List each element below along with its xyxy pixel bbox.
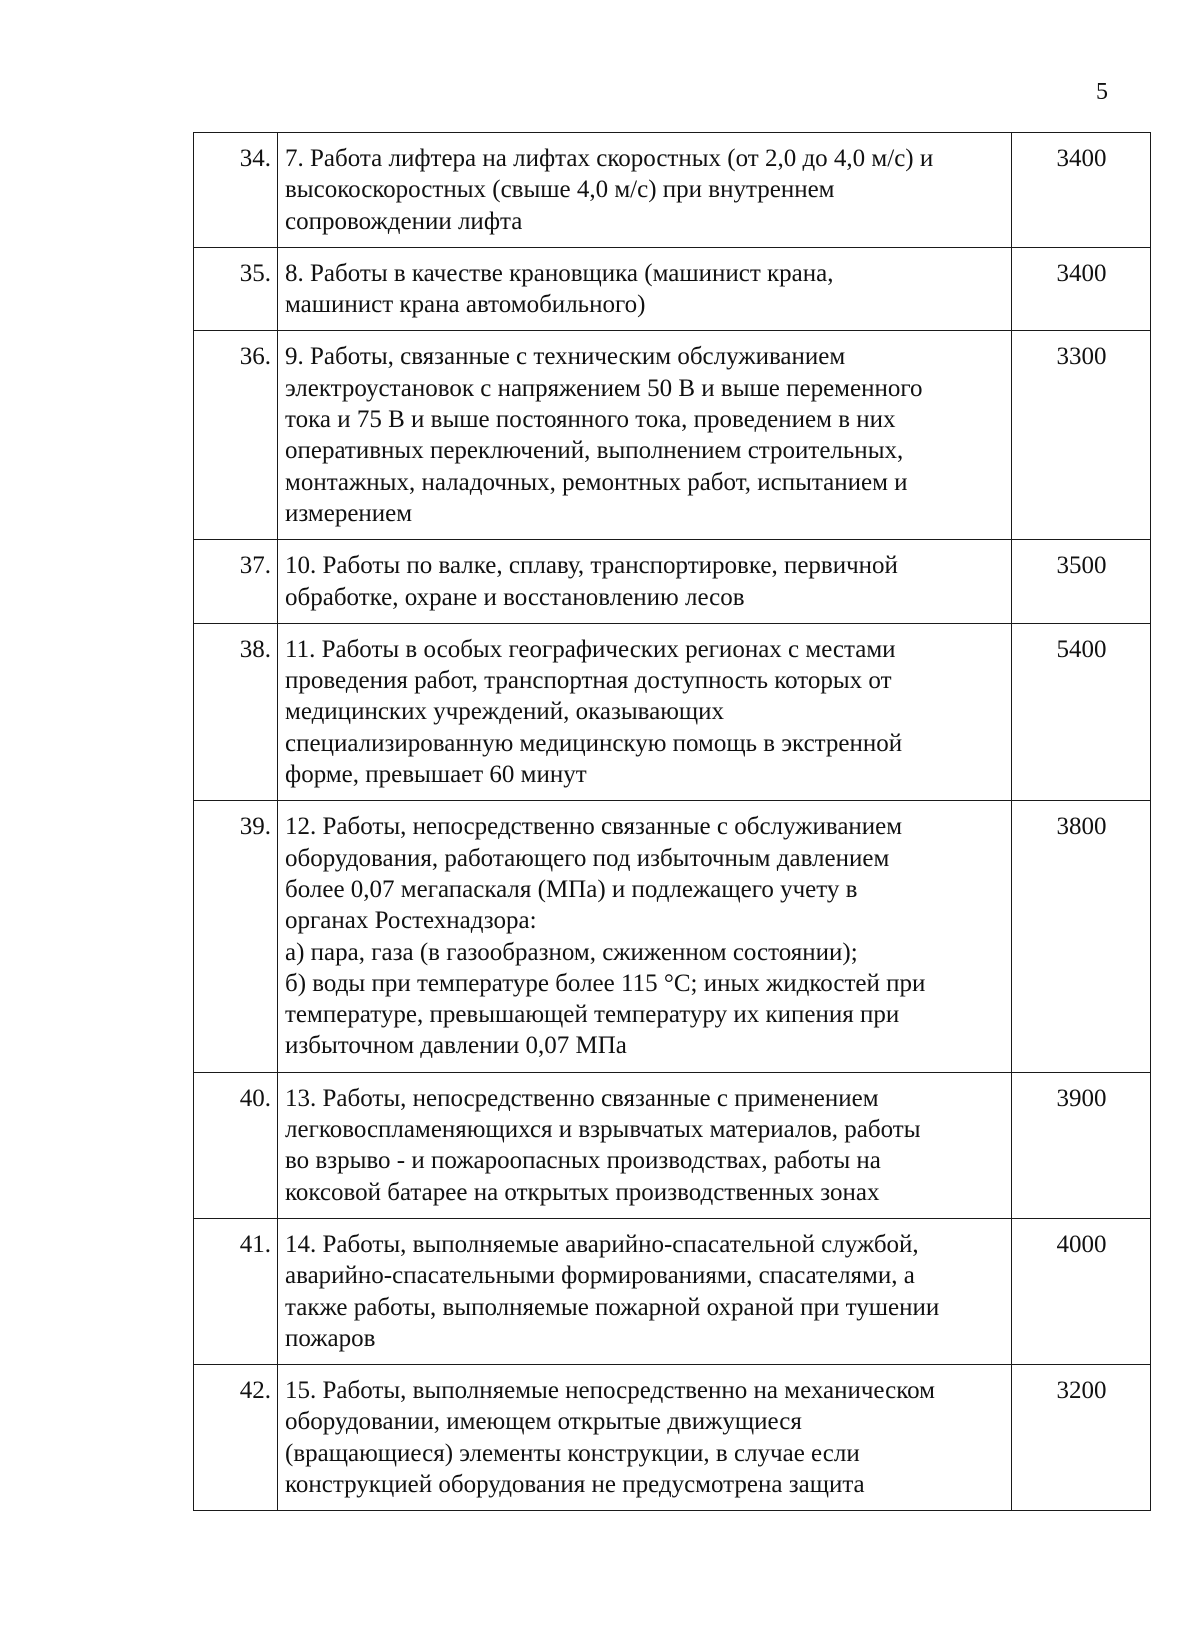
row-description: 11. Работы в особых географических регионах с местами проведения работ, транспортная доступность которых от медицинских учреждений, оказывающих специализированную медицинскую помощь в экстренной форме, превышает 60 минут <box>278 623 1012 800</box>
row-value: 3300 <box>1012 331 1151 540</box>
row-value: 5400 <box>1012 623 1151 800</box>
table-row <box>194 1365 1151 1511</box>
row-value: 3800 <box>1012 801 1151 1072</box>
row-number: 40. <box>194 1072 278 1218</box>
table-row <box>194 801 1151 1072</box>
table-row <box>194 1218 1151 1364</box>
row-description: 10. Работы по валке, сплаву, транспортировке, первичной обработке, охране и восстановлению лесов <box>278 540 1012 624</box>
row-value: 4000 <box>1012 1218 1151 1364</box>
table-row <box>194 540 1151 624</box>
row-value: 3500 <box>1012 540 1151 624</box>
row-value: 3400 <box>1012 133 1151 248</box>
table-row <box>194 133 1151 248</box>
row-number: 41. <box>194 1218 278 1364</box>
table-row <box>194 247 1151 331</box>
row-number: 39. <box>194 801 278 1072</box>
row-description: 12. Работы, непосредственно связанные с обслуживанием оборудования, работающего под избыточным давлением более 0,07 мегапаскаля (МПа) и подлежащего учету в органах Ростехнадзора: а) пара, газа (в газообразном, сжиженном состоянии); б) воды при температуре более 115 °С; иных жидкостей при температуре, превышающей температуру их кипения при избыточном давлении 0,07 МПа <box>278 801 1012 1072</box>
row-number: 34. <box>194 133 278 248</box>
work-types-table <box>193 132 1151 1511</box>
row-value: 3900 <box>1012 1072 1151 1218</box>
table-row <box>194 623 1151 800</box>
row-description: 15. Работы, выполняемые непосредственно на механическом оборудовании, имеющем открытые движущиеся (вращающиеся) элементы конструкции, в случае если конструкцией оборудования не предусмотрена защита <box>278 1365 1012 1511</box>
row-number: 38. <box>194 623 278 800</box>
row-description: 9. Работы, связанные с техническим обслуживанием электроустановок с напряжением 50 В и выше переменного тока и 75 В и выше постоянного тока, проведением в них оперативных переключений, выполнением строительных, монтажных, наладочных, ремонтных работ, испытанием и измерением <box>278 331 1012 540</box>
page-number: 5 <box>1096 79 1108 105</box>
row-description: 14. Работы, выполняемые аварийно-спасательной службой, аварийно-спасательными формированиями, спасателями, а также работы, выполняемые пожарной охраной при тушении пожаров <box>278 1218 1012 1364</box>
row-description: 8. Работы в качестве крановщика (машинист крана, машинист крана автомобильного) <box>278 247 1012 331</box>
table-row <box>194 331 1151 540</box>
row-number: 42. <box>194 1365 278 1511</box>
row-description: 7. Работа лифтера на лифтах скоростных (от 2,0 до 4,0 м/с) и высокоскоростных (свыше 4,0 м/с) при внутреннем сопровождении лифта <box>278 133 1012 248</box>
table-row <box>194 1072 1151 1218</box>
row-description: 13. Работы, непосредственно связанные с применением легковоспламеняющихся и взрывчатых материалов, работы во взрыво - и пожароопасных производствах, работы на коксовой батарее на открытых производственных зонах <box>278 1072 1012 1218</box>
row-value: 3400 <box>1012 247 1151 331</box>
row-number: 37. <box>194 540 278 624</box>
row-number: 35. <box>194 247 278 331</box>
row-number: 36. <box>194 331 278 540</box>
row-value: 3200 <box>1012 1365 1151 1511</box>
